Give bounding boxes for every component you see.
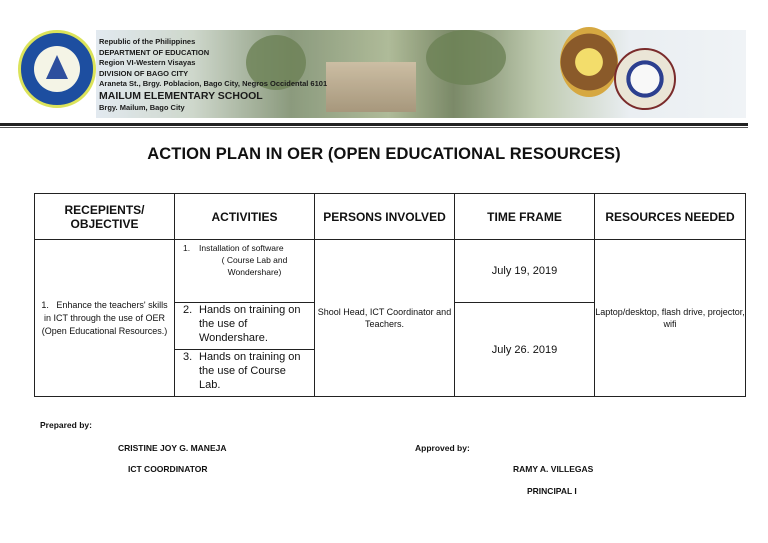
activity-text: Installation of software (199, 243, 284, 253)
letterhead (0, 0, 768, 125)
table-header-row (35, 194, 746, 240)
approved-by-label: Approved by: (415, 443, 470, 453)
school-address: Brgy. Mailum, Bago City (99, 102, 185, 112)
prepared-by-title: ICT COORDINATOR (128, 464, 208, 474)
school-name: MAILUM ELEMENTARY SCHOOL (99, 89, 263, 102)
document-title: ACTION PLAN IN OER (OPEN EDUCATIONAL RESOURCES) (147, 145, 621, 163)
division-line: DIVISION OF BAGO CITY (99, 68, 189, 78)
address-line: Araneta St., Brgy. Poblacion, Bago City, Negros Occidental 6101 (99, 79, 328, 88)
activity-subtext: ( Course Lab and Wondershare) (221, 255, 288, 277)
tree-graphic (426, 30, 506, 85)
header-divider (0, 123, 748, 126)
department-line: DEPARTMENT OF EDUCATION (99, 47, 210, 57)
header-time-frame: TIME FRAME (455, 194, 595, 240)
activity-text: Hands on training on the use of Course Lab. (199, 351, 301, 391)
time-frame-cell: July 19, 2019 (455, 240, 595, 303)
prepared-by-name: CRISTINE JOY G. MANEJA (118, 443, 227, 453)
approved-by-name: RAMY A. VILLEGAS (513, 464, 594, 474)
division-bago-city-seal-icon (560, 27, 618, 97)
resources-cell: Laptop/desktop, flash drive, projector, wifi (595, 240, 746, 397)
activity-cell (175, 240, 315, 303)
activity-number: 2. (183, 304, 193, 316)
deped-seal-icon (614, 48, 676, 110)
activity-cell (175, 303, 315, 350)
objective-number: 1. (41, 299, 49, 310)
activity-cell (175, 350, 315, 397)
activity-number: 3. (183, 351, 193, 363)
mailum-school-seal-icon (18, 30, 96, 108)
header-objective: RECEPIENTS/ OBJECTIVE (35, 194, 175, 240)
prepared-by-label: Prepared by: (40, 420, 92, 430)
letterhead-text (99, 37, 327, 113)
persons-cell: Shool Head, ICT Coordinator and Teachers. (315, 240, 455, 397)
approved-by-title: PRINCIPAL I (527, 486, 577, 496)
table-row (35, 240, 746, 303)
header-persons: PERSONS INVOLVED (315, 194, 455, 240)
action-plan-table (34, 193, 746, 397)
building-graphic (326, 62, 416, 112)
header-divider-thin (0, 127, 748, 128)
objective-text: Enhance the teachers' skills in ICT through the use of OER (Open Educational Resources.) (41, 299, 168, 336)
objective-cell (35, 240, 175, 397)
time-frame-cell: July 26. 2019 (455, 303, 595, 397)
activity-text: Hands on training on the use of Wondershare. (199, 304, 301, 344)
header-resources: RESOURCES NEEDED (595, 194, 746, 240)
republic-line: Republic of the Philippines (99, 37, 196, 46)
header-activities: ACTIVITIES (175, 194, 315, 240)
activity-number: 1. (183, 243, 191, 253)
region-line: Region VI-Western Visayas (99, 58, 196, 67)
